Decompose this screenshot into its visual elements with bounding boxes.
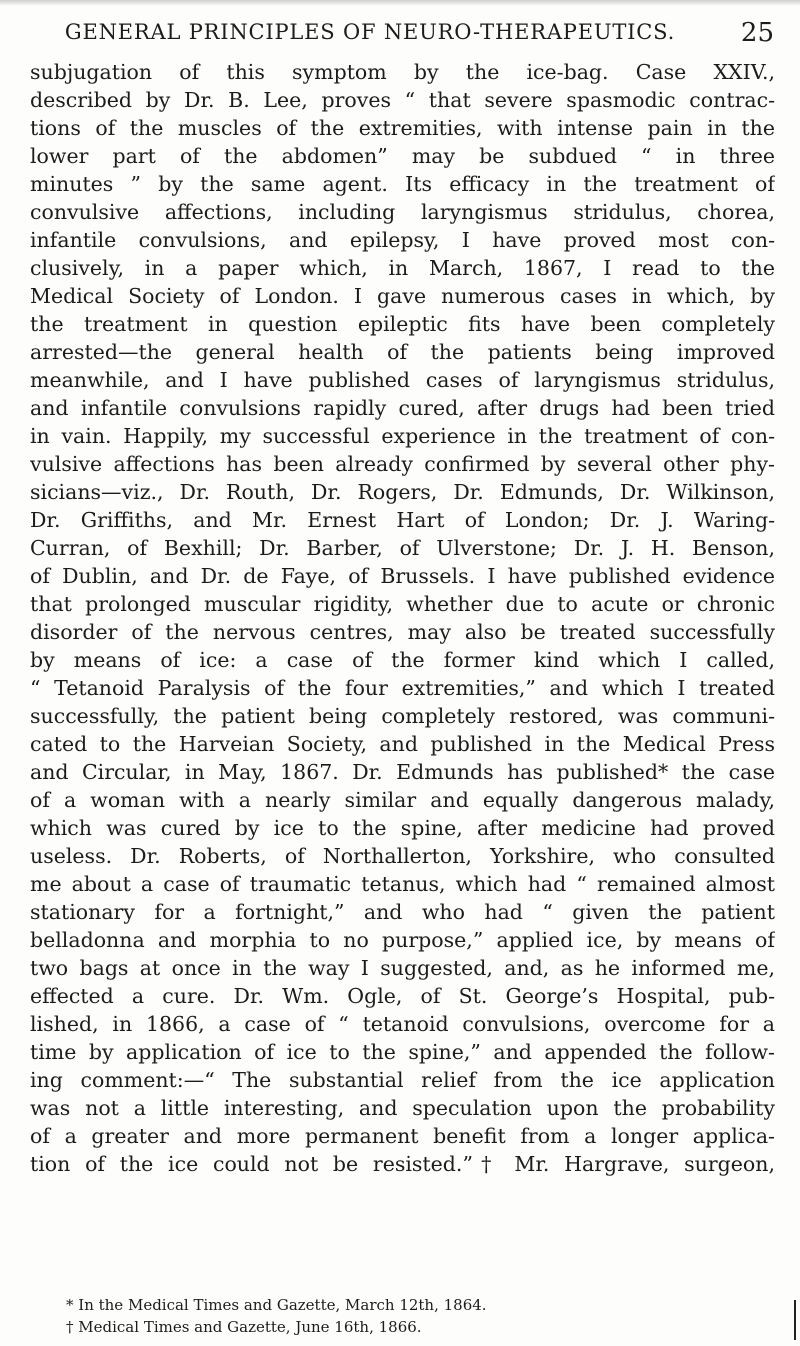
body-line: lished, in 1866, a case of “ tetanoid convulsions, overcome for a bbox=[30, 1012, 775, 1036]
body-line: the treatment in question epileptic fits have been completely bbox=[30, 312, 775, 336]
body-line: effected a cure. Dr. Wm. Ogle, of St. George’s Hospital, pub- bbox=[30, 984, 775, 1008]
body-text bbox=[30, 58, 775, 1178]
body-line: by means of ice: a case of the former kind which I called, bbox=[30, 648, 775, 672]
body-line: subjugation of this symptom by the ice-bag. Case XXIV., bbox=[30, 60, 775, 84]
body-line: vulsive affections has been already confirmed by several other phy- bbox=[30, 452, 775, 476]
body-line: tions of the muscles of the extremities, with intense pain in the bbox=[30, 116, 775, 140]
body-line: of a woman with a nearly similar and equally dangerous malady, bbox=[30, 788, 775, 812]
body-line: successfully, the patient being completely restored, was communi- bbox=[30, 704, 775, 728]
body-line: sicians—viz., Dr. Routh, Dr. Rogers, Dr. Edmunds, Dr. Wilkinson, bbox=[30, 480, 775, 504]
body-line: of a greater and more permanent benefit from a longer applica- bbox=[30, 1124, 775, 1148]
body-line: in vain. Happily, my successful experience in the treatment of con- bbox=[30, 424, 775, 448]
body-line: belladonna and morphia to no purpose,” applied ice, by means of bbox=[30, 928, 775, 952]
body-line: arrested—the general health of the patients being improved bbox=[30, 340, 775, 364]
body-line: and Circular, in May, 1867. Dr. Edmunds has published* the case bbox=[30, 760, 775, 784]
body-line: Dr. Griffiths, and Mr. Ernest Hart of London; Dr. J. Waring- bbox=[30, 508, 775, 532]
body-line: me about a case of traumatic tetanus, which had “ remained almost bbox=[30, 872, 775, 896]
body-line: Medical Society of London. I gave numerous cases in which, by bbox=[30, 284, 775, 308]
page-number: 25 bbox=[740, 18, 774, 48]
body-line: time by application of ice to the spine,” and appended the follow- bbox=[30, 1040, 775, 1064]
body-line: ing comment:—“ The substantial relief from the ice application bbox=[30, 1068, 775, 1092]
footnote-1: * In the Medical Times and Gazette, March 12th, 1864. bbox=[66, 1296, 487, 1314]
body-line: lower part of the abdomen” may be subdued “ in three bbox=[30, 144, 775, 168]
body-line: described by Dr. B. Lee, proves “ that severe spasmodic contrac- bbox=[30, 88, 775, 112]
footnote-2: † Medical Times and Gazette, June 16th, 1866. bbox=[66, 1318, 422, 1336]
body-line: and infantile convulsions rapidly cured, after drugs had been tried bbox=[30, 396, 775, 420]
body-line: cated to the Harveian Society, and published in the Medical Press bbox=[30, 732, 775, 756]
body-line: disorder of the nervous centres, may also be treated successfully bbox=[30, 620, 775, 644]
body-line: meanwhile, and I have published cases of laryngismus stridulus, bbox=[30, 368, 775, 392]
running-head: GENERAL PRINCIPLES OF NEURO-THERAPEUTICS. bbox=[64, 20, 676, 44]
body-line: useless. Dr. Roberts, of Northallerton, Yorkshire, who consulted bbox=[30, 844, 775, 868]
body-line: that prolonged muscular rigidity, whether due to acute or chronic bbox=[30, 592, 775, 616]
body-line: clusively, in a paper which, in March, 1867, I read to the bbox=[30, 256, 775, 280]
footnotes bbox=[30, 1294, 775, 1338]
body-line: minutes ” by the same agent. Its efficacy in the treatment of bbox=[30, 172, 775, 196]
body-line: Curran, of Bexhill; Dr. Barber, of Ulverstone; Dr. J. H. Benson, bbox=[30, 536, 775, 560]
body-line: convulsive affections, including laryngismus stridulus, chorea, bbox=[30, 200, 775, 224]
body-line: tion of the ice could not be resisted.”† Mr. Hargrave, surgeon, bbox=[30, 1152, 775, 1176]
body-line: was not a little interesting, and speculation upon the probability bbox=[30, 1096, 775, 1120]
scan-edge-mark bbox=[794, 1300, 796, 1340]
body-line: which was cured by ice to the spine, after medicine had proved bbox=[30, 816, 775, 840]
body-line: infantile convulsions, and epilepsy, I have proved most con- bbox=[30, 228, 775, 252]
page-header bbox=[30, 20, 774, 56]
body-line: “ Tetanoid Paralysis of the four extremities,” and which I treated bbox=[30, 676, 775, 700]
body-line: stationary for a fortnight,” and who had “ given the patient bbox=[30, 900, 775, 924]
body-line: of Dublin, and Dr. de Faye, of Brussels. I have published evidence bbox=[30, 564, 775, 588]
body-line: two bags at once in the way I suggested, and, as he informed me, bbox=[30, 956, 775, 980]
page-top-edge bbox=[0, 0, 800, 6]
